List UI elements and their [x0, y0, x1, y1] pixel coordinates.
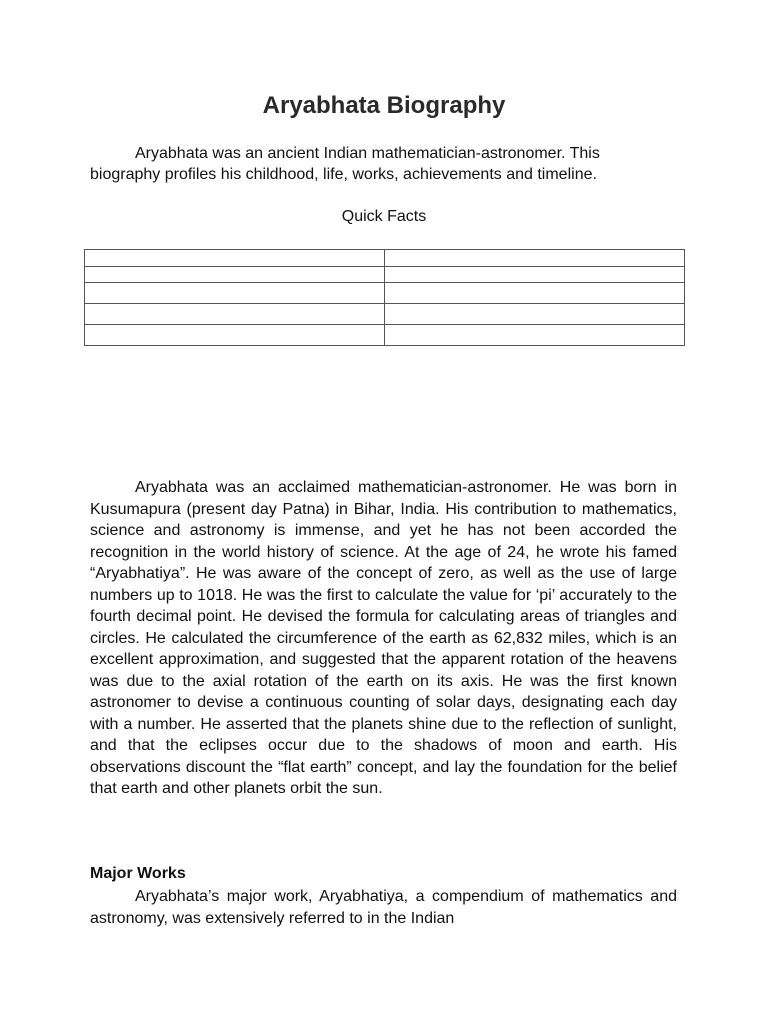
table-row — [85, 283, 685, 304]
intro-line-1: Aryabhata was an ancient Indian mathematician-astronomer. This — [135, 145, 600, 162]
table-cell — [85, 325, 385, 346]
intro-line-2: biography profiles his childhood, life, works, achievements and timeline. — [90, 166, 597, 183]
biography-paragraph: Aryabhata was an acclaimed mathematician-astronomer. He was born in Kusumapura (present day Patna) in Bihar, India. His contribution to mathematics, science and astronomy is immense, and yet he has not been accorded the recognition in the world history of science. At the age of 24, he wrote his famed “Aryabhatiya”. He was aware of the concept of zero, as well as the use of large numbers up to 1018. He was the first to calculate the value for ‘pi’ accurately to the fourth decimal point. He devised the formula for calculating areas of triangles and circles. He calculated the circumference of the earth as 62,832 miles, which is an excellent approximation, and suggested that the apparent rotation of the heavens was due to the axial rotation of the earth on its axis. He was the first known astronomer to devise a continuous counting of solar days, designating each day with a number. He asserted that the planets shine due to the reflection of sunlight, and that the eclipses occur due to the shadows of moon and earth. His observations discount the “flat earth” concept, and lay the foundation for the belief that earth and other planets orbit the sun. — [90, 479, 677, 797]
table-cell — [85, 283, 385, 304]
quick-facts-table — [84, 249, 685, 346]
table-cell — [85, 250, 385, 267]
table-row — [85, 325, 685, 346]
table-row — [85, 267, 685, 283]
quick-facts-heading: Quick Facts — [341, 208, 427, 225]
table-cell — [85, 304, 385, 325]
table-cell — [385, 250, 685, 267]
table-cell — [85, 267, 385, 283]
intro-paragraph — [90, 143, 680, 185]
table-row — [85, 304, 685, 325]
table-cell — [385, 267, 685, 283]
page-title: Aryabhata Biography — [262, 92, 506, 119]
table-cell — [385, 304, 685, 325]
major-works-paragraph: Aryabhata’s major work, Aryabhatiya, a compendium of mathematics and astronomy, was extensively referred to in the Indian — [90, 888, 677, 927]
major-works-heading: Major Works — [90, 865, 186, 882]
table-cell — [385, 325, 685, 346]
table-cell — [385, 283, 685, 304]
table-row — [85, 250, 685, 267]
